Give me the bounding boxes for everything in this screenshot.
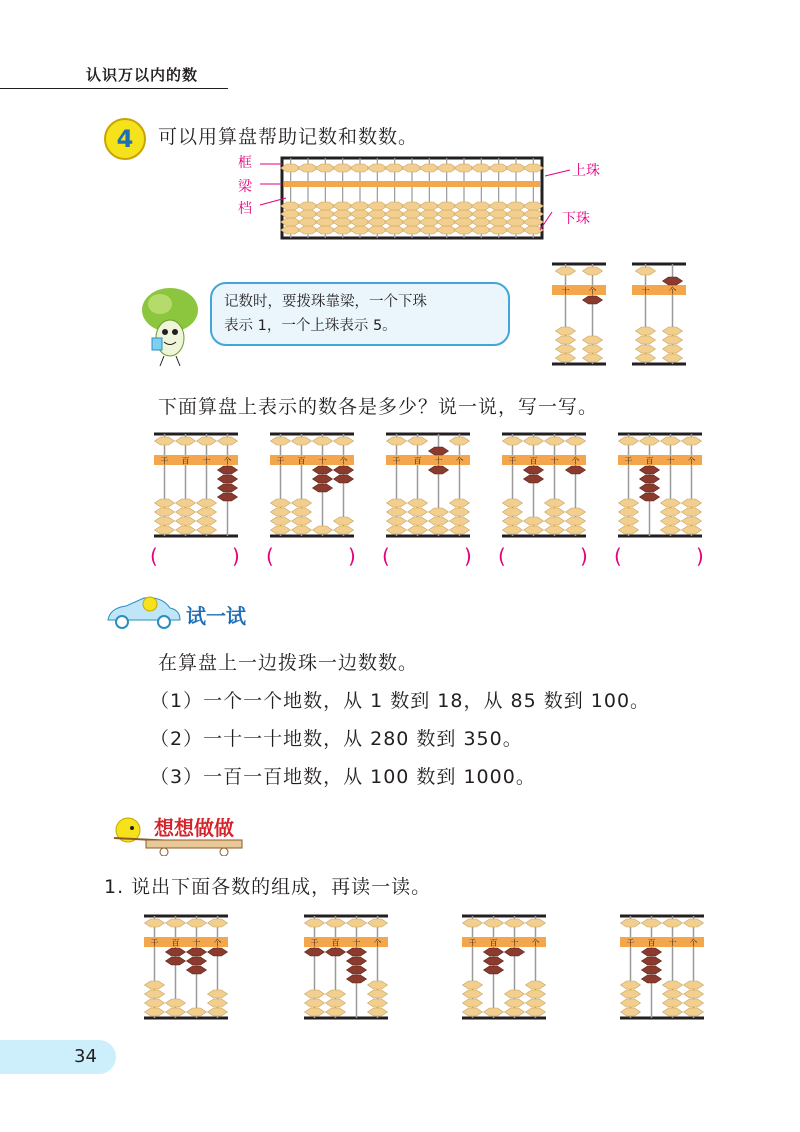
- lower-bead: [682, 517, 702, 525]
- lower-bead: [208, 999, 228, 1007]
- upper-bead: [503, 437, 523, 445]
- lower-bead: [619, 499, 639, 507]
- question-abacus-1: [150, 430, 242, 540]
- lower-bead: [166, 999, 186, 1007]
- lower-bead: [682, 499, 702, 507]
- lower-bead: [313, 526, 333, 534]
- place-label: 十: [318, 456, 327, 466]
- place-label: 千: [310, 938, 319, 948]
- upper-bead: [176, 437, 196, 445]
- lower-bead: [292, 517, 312, 525]
- lower-bead: [663, 990, 683, 998]
- lower-bead: [450, 499, 470, 507]
- answer-blank-4-close[interactable]: ): [580, 544, 588, 568]
- lower-bead: [197, 499, 217, 507]
- lower-bead-active: [642, 975, 662, 983]
- lower-bead: [636, 336, 656, 344]
- place-label: 十: [202, 456, 211, 466]
- lower-bead-active: [326, 948, 346, 956]
- lower-bead: [408, 499, 428, 507]
- lower-bead-active: [313, 475, 333, 483]
- lower-bead: [429, 526, 449, 534]
- place-label: 百: [647, 938, 656, 948]
- lower-bead: [526, 990, 546, 998]
- lower-bead: [305, 999, 325, 1007]
- lower-bead: [463, 981, 483, 989]
- demo-abacus-1: [548, 260, 610, 368]
- upper-bead: [545, 437, 565, 445]
- lower-bead: [503, 499, 523, 507]
- upper-bead: [197, 437, 217, 445]
- lower-bead: [463, 990, 483, 998]
- lower-bead: [155, 499, 175, 507]
- header-rule: [0, 88, 228, 89]
- lower-bead: [429, 517, 449, 525]
- lower-bead-active: [218, 475, 238, 483]
- place-label: 百: [171, 938, 180, 948]
- place-label: 百: [331, 938, 340, 948]
- question-abacus-5: [614, 430, 706, 540]
- lower-bead: [176, 526, 196, 534]
- lower-bead: [450, 526, 470, 534]
- labeled-abacus: [230, 150, 620, 250]
- lower-bead-active: [566, 466, 586, 474]
- place-label: 百: [181, 456, 190, 466]
- place-label: 个: [213, 938, 222, 948]
- upper-bead: [450, 437, 470, 445]
- lower-bead: [484, 1008, 504, 1016]
- upper-bead: [636, 267, 656, 275]
- place-label: 千: [150, 938, 159, 948]
- upper-beads-label: 上珠: [572, 163, 600, 179]
- answer-blank-5-open[interactable]: (: [614, 544, 622, 568]
- lower-bead: [684, 990, 704, 998]
- lower-bead: [334, 526, 354, 534]
- upper-bead: [682, 437, 702, 445]
- lower-bead: [368, 990, 388, 998]
- answer-blank-1-close[interactable]: ): [232, 544, 240, 568]
- lower-bead: [271, 508, 291, 516]
- lower-bead-active: [640, 475, 660, 483]
- upper-bead: [145, 919, 165, 927]
- lower-bead: [197, 508, 217, 516]
- lower-bead: [408, 517, 428, 525]
- upper-bead-active: [663, 277, 683, 285]
- upper-bead: [663, 919, 683, 927]
- exercise-1-prompt: 1. 说出下面各数的组成，再读一读。: [104, 876, 432, 898]
- place-label: 百: [297, 456, 306, 466]
- place-label: 个: [668, 286, 677, 296]
- lower-bead: [503, 517, 523, 525]
- place-label: 千: [160, 456, 169, 466]
- lower-bead: [145, 990, 165, 998]
- lower-bead: [271, 517, 291, 525]
- lower-bead: [661, 517, 681, 525]
- lower-bead: [583, 354, 603, 362]
- lower-bead: [556, 345, 576, 353]
- exercise-abacus-2: [300, 912, 392, 1022]
- lower-bead: [463, 999, 483, 1007]
- try-section-title: 试一试: [186, 604, 246, 628]
- lower-bead-active: [642, 948, 662, 956]
- lower-bead-active: [524, 466, 544, 474]
- lower-bead: [524, 517, 544, 525]
- lower-bead: [450, 517, 470, 525]
- place-label: 千: [626, 938, 635, 948]
- lower-bead: [368, 981, 388, 989]
- lower-bead: [619, 508, 639, 516]
- upper-bead: [463, 919, 483, 927]
- upper-bead: [621, 919, 641, 927]
- lower-bead: [636, 354, 656, 362]
- try-item-1: （1）一个一个地数，从 1 数到 18，从 85 数到 100。: [150, 690, 651, 712]
- place-label: 千: [624, 456, 633, 466]
- upper-bead: [166, 919, 186, 927]
- lower-bead: [334, 517, 354, 525]
- question-abacus-3: [382, 430, 474, 540]
- think-section-title: 想想做做: [154, 816, 234, 840]
- lower-bead: [197, 526, 217, 534]
- lower-bead: [326, 990, 346, 998]
- lower-bead: [387, 499, 407, 507]
- lower-bead: [684, 981, 704, 989]
- lower-bead-active: [313, 484, 333, 492]
- lower-beads-label: 下珠: [562, 211, 590, 227]
- lower-bead: [187, 1008, 207, 1016]
- answer-blank-3-open[interactable]: (: [382, 544, 390, 568]
- answer-blank-2-close[interactable]: ): [348, 544, 356, 568]
- lower-bead-active: [208, 948, 228, 956]
- upper-bead: [347, 919, 367, 927]
- lower-bead: [208, 990, 228, 998]
- lower-bead: [176, 499, 196, 507]
- lower-bead: [368, 1008, 388, 1016]
- place-label: 千: [276, 456, 285, 466]
- lower-bead: [682, 526, 702, 534]
- lower-bead-active: [583, 296, 603, 304]
- page-number-tab: [0, 1040, 116, 1074]
- lower-bead-active: [484, 957, 504, 965]
- question-abacus-4: [498, 430, 590, 540]
- upper-bead-active: [429, 447, 449, 455]
- lower-bead: [176, 517, 196, 525]
- lower-bead: [663, 981, 683, 989]
- lower-bead-active: [218, 493, 238, 501]
- place-label: 个: [689, 938, 698, 948]
- lower-bead: [545, 499, 565, 507]
- place-label: 十: [434, 456, 443, 466]
- lower-bead-active: [642, 957, 662, 965]
- try-item-2: （2）一十一十地数，从 280 数到 350。: [150, 728, 523, 750]
- lower-bead: [505, 990, 525, 998]
- lower-bead: [636, 345, 656, 353]
- lower-bead: [684, 999, 704, 1007]
- lower-bead: [326, 999, 346, 1007]
- lower-bead: [305, 990, 325, 998]
- lower-bead: [566, 517, 586, 525]
- place-label: 十: [666, 456, 675, 466]
- place-label: 个: [339, 456, 348, 466]
- lower-bead-active: [524, 475, 544, 483]
- lower-bead: [408, 508, 428, 516]
- lower-bead-active: [305, 948, 325, 956]
- place-label: 百: [645, 456, 654, 466]
- lower-bead: [176, 508, 196, 516]
- lower-bead: [621, 1008, 641, 1016]
- frame-label: 框: [238, 155, 252, 171]
- lower-bead: [621, 990, 641, 998]
- lower-bead: [526, 1008, 546, 1016]
- place-label: 千: [508, 456, 517, 466]
- upper-bead: [642, 919, 662, 927]
- place-label: 十: [641, 286, 650, 296]
- upper-bead: [524, 437, 544, 445]
- lower-bead-active: [484, 966, 504, 974]
- lower-bead: [155, 508, 175, 516]
- place-label: 十: [550, 456, 559, 466]
- lower-bead: [621, 981, 641, 989]
- lower-bead: [682, 508, 702, 516]
- upper-bead: [208, 919, 228, 927]
- upper-bead: [505, 919, 525, 927]
- lower-bead: [661, 526, 681, 534]
- lower-bead: [663, 1008, 683, 1016]
- lower-bead-active: [642, 966, 662, 974]
- lower-bead: [545, 508, 565, 516]
- lower-bead: [450, 508, 470, 516]
- upper-bead: [334, 437, 354, 445]
- lower-bead: [155, 526, 175, 534]
- upper-bead: [619, 437, 639, 445]
- abacus-beam: [552, 285, 606, 295]
- lower-bead: [505, 999, 525, 1007]
- place-label: 个: [588, 286, 597, 296]
- lower-bead: [145, 999, 165, 1007]
- upper-bead: [155, 437, 175, 445]
- upper-bead: [292, 437, 312, 445]
- lower-bead: [292, 508, 312, 516]
- upper-bead: [313, 437, 333, 445]
- lower-bead-active: [640, 466, 660, 474]
- example-number-badge: 4: [104, 118, 146, 160]
- lower-bead-active: [484, 948, 504, 956]
- lower-bead: [387, 508, 407, 516]
- lower-bead-active: [334, 475, 354, 483]
- upper-bead: [526, 919, 546, 927]
- lower-bead: [145, 981, 165, 989]
- page-number: 34: [74, 1046, 97, 1067]
- answer-blank-1-open[interactable]: (: [150, 544, 158, 568]
- lower-bead-active: [166, 948, 186, 956]
- upper-bead: [271, 437, 291, 445]
- place-label: 千: [392, 456, 401, 466]
- place-label: 个: [223, 456, 232, 466]
- lower-bead-active: [187, 948, 207, 956]
- place-label: 十: [510, 938, 519, 948]
- lower-bead-active: [334, 466, 354, 474]
- lower-bead: [663, 999, 683, 1007]
- upper-bead: [387, 437, 407, 445]
- lower-bead: [387, 526, 407, 534]
- question-prompt: 下面算盘上表示的数各是多少？说一说，写一写。: [158, 396, 599, 418]
- upper-bead: [187, 919, 207, 927]
- place-label: 十: [192, 938, 201, 948]
- lower-bead: [197, 517, 217, 525]
- lower-bead: [271, 526, 291, 534]
- lower-bead-active: [218, 466, 238, 474]
- abacus-beam: [284, 181, 540, 187]
- cabbage-mascot-icon: [134, 286, 208, 368]
- upper-bead: [640, 437, 660, 445]
- exercise-abacus-3: [458, 912, 550, 1022]
- lower-bead: [636, 327, 656, 335]
- lower-bead: [621, 999, 641, 1007]
- lower-bead: [545, 517, 565, 525]
- place-label: 个: [571, 456, 580, 466]
- place-label: 个: [687, 456, 696, 466]
- try-item-3: （3）一百一百地数，从 100 数到 1000。: [150, 766, 536, 788]
- lower-bead: [429, 508, 449, 516]
- car-mascot-icon: [104, 594, 184, 630]
- tip-line-1: 记数时，要拨珠靠梁，一个下珠: [224, 294, 427, 310]
- lower-bead: [526, 981, 546, 989]
- lower-bead: [556, 336, 576, 344]
- lower-bead: [566, 508, 586, 516]
- lower-bead-active: [347, 975, 367, 983]
- lower-bead: [545, 526, 565, 534]
- place-label: 个: [531, 938, 540, 948]
- lower-bead: [684, 1008, 704, 1016]
- upper-bead: [305, 919, 325, 927]
- lower-bead: [566, 526, 586, 534]
- answer-blank-5-close[interactable]: ): [696, 544, 704, 568]
- place-label: 十: [668, 938, 677, 948]
- upper-bead: [556, 267, 576, 275]
- tip-bubble: [210, 282, 510, 346]
- lower-bead: [661, 508, 681, 516]
- lower-bead: [663, 327, 683, 335]
- rod-label: 档: [238, 201, 252, 217]
- lower-bead: [503, 508, 523, 516]
- demo-abacus-2: [628, 260, 690, 368]
- lower-bead: [526, 999, 546, 1007]
- lower-bead-active: [347, 948, 367, 956]
- lower-bead: [271, 499, 291, 507]
- lower-bead-active: [347, 966, 367, 974]
- place-label: 千: [468, 938, 477, 948]
- lower-bead: [326, 1008, 346, 1016]
- lower-bead: [619, 526, 639, 534]
- lower-bead: [663, 336, 683, 344]
- upper-bead: [368, 919, 388, 927]
- lower-bead-active: [640, 493, 660, 501]
- answer-blank-4-open[interactable]: (: [498, 544, 506, 568]
- chapter-title: 认识万以内的数: [86, 66, 199, 84]
- upper-bead: [566, 437, 586, 445]
- lower-bead-active: [313, 466, 333, 474]
- lower-bead: [505, 1008, 525, 1016]
- upper-bead: [583, 267, 603, 275]
- upper-bead: [326, 919, 346, 927]
- upper-bead: [684, 919, 704, 927]
- lower-bead: [583, 345, 603, 353]
- lower-bead-active: [505, 948, 525, 956]
- lower-bead: [661, 499, 681, 507]
- lower-bead: [524, 526, 544, 534]
- lower-bead: [463, 1008, 483, 1016]
- place-label: 十: [561, 286, 570, 296]
- abacus-beam: [632, 285, 686, 295]
- upper-bead: [218, 437, 238, 445]
- place-label: 百: [489, 938, 498, 948]
- place-label: 个: [455, 456, 464, 466]
- upper-bead: [484, 919, 504, 927]
- exercise-abacus-1: [140, 912, 232, 1022]
- try-intro: 在算盘上一边拨珠一边数数。: [158, 652, 419, 674]
- question-abacus-2: [266, 430, 358, 540]
- lower-bead: [556, 354, 576, 362]
- lower-bead-active: [640, 484, 660, 492]
- lower-bead-active: [187, 957, 207, 965]
- example-prompt: 可以用算盘帮助记数和数数。: [158, 126, 419, 148]
- exercise-abacus-4: [616, 912, 708, 1022]
- lower-bead: [368, 999, 388, 1007]
- place-label: 百: [413, 456, 422, 466]
- tip-line-2: 表示 1，一个上珠表示 5。: [224, 318, 397, 334]
- lower-bead: [663, 345, 683, 353]
- lower-bead: [155, 517, 175, 525]
- lower-bead: [166, 1008, 186, 1016]
- answer-blank-3-close[interactable]: ): [464, 544, 472, 568]
- lower-bead-active: [429, 466, 449, 474]
- lower-bead-active: [347, 957, 367, 965]
- place-label: 个: [373, 938, 382, 948]
- lower-bead: [208, 1008, 228, 1016]
- big-abacus-body: [281, 158, 544, 238]
- answer-blank-2-open[interactable]: (: [266, 544, 274, 568]
- lower-bead: [305, 1008, 325, 1016]
- lower-bead: [292, 526, 312, 534]
- lower-bead: [556, 327, 576, 335]
- lower-bead: [503, 526, 523, 534]
- upper-bead: [408, 437, 428, 445]
- lower-bead-active: [166, 957, 186, 965]
- lower-bead-active: [218, 484, 238, 492]
- lower-bead-active: [187, 966, 207, 974]
- lower-bead: [408, 526, 428, 534]
- lower-bead: [145, 1008, 165, 1016]
- lower-bead: [292, 499, 312, 507]
- lower-bead: [583, 336, 603, 344]
- lower-bead: [619, 517, 639, 525]
- beam-label: 梁: [238, 179, 252, 195]
- place-label: 百: [529, 456, 538, 466]
- lower-bead: [387, 517, 407, 525]
- place-label: 十: [352, 938, 361, 948]
- lower-bead: [663, 354, 683, 362]
- upper-bead: [661, 437, 681, 445]
